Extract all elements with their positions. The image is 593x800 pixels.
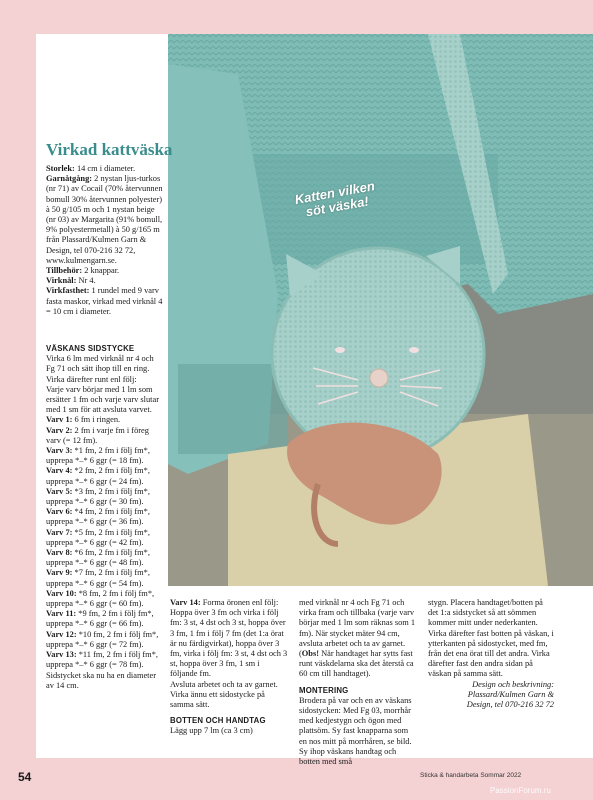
size-text: 14 cm i diameter. (74, 164, 136, 173)
round-label: Varv 12: (46, 629, 77, 639)
round-text: *6 fm, 2 fm i följ fm*, upprepa *–* 6 ggr (= 48 fm). (46, 548, 150, 568)
assembly-paragraph-continued: stygn. Placera handtaget/botten på det 1:a sidstycket så att sömmen kommer mitt under nederkanten. Virka därefter fast botten på väskan, i ytterkanten på sidostycket, med fm, från det ena örat till det andra. Virka därefter fast den andra sidan på väskan på samma sätt. (428, 598, 554, 679)
round-instruction (46, 548, 164, 568)
assembly-paragraph: Brodera på var och en av väskans sidostycken: Med Fg 03, morrhår med kedjestygn och ögon med plattsöm. Sy fast knapparna som en nos mitt på morrhåren, se bild. Sy ihop väskans handtag och botten med små (299, 695, 412, 767)
materials-yarn (46, 174, 164, 266)
yarn-text: 2 nystan ljus-turkos (nr 71) av Cocail (70% återvunnen bomull 30% återvunnen polyester) à 50 g/105 m och 1 nystan beige (nr 03) av Margarita (91% bomull, 9% polyestermetall) à 50 g/165 m från Plassard/Kulmen Garn & Design, tel 070-216 32 72, www.kulmengarn.se. (46, 174, 163, 265)
notions-label: Tillbehör: (46, 266, 83, 276)
notions-text: 2 knappar. (82, 266, 120, 276)
photo-illustration (168, 34, 593, 586)
section-paragraph-continued: med virknål nr 4 och Fg 71 och virka fram och tillbaka (varje varv börjar med 1 lm som räknas som 1 fm). När stycket mäter 94 cm, avsluta arbetet och ta av garnet. (Obs! När handtaget har sytts fast runt väskdelarna ska det återstå ca 60 cm till handtaget). (299, 598, 416, 679)
round-text: *4 fm, 2 fm i följ fm*, upprepa *–* 6 ggr (= 36 fm). (46, 507, 150, 527)
instructions-column-1 (46, 344, 164, 691)
materials-block (46, 164, 164, 317)
round-instruction (46, 426, 164, 446)
section-paragraph: Virka 6 lm med virknål nr 4 och Fg 71 och sätt ihop till en ring. Virka därefter runt enl följ: (46, 354, 154, 384)
round-label: Varv 13: (46, 650, 77, 660)
credit-line: Plassard/Kulmen Garn & (467, 689, 554, 699)
section-heading-bottom: BOTTEN OCH HANDTAG (170, 716, 266, 726)
instructions-column-4 (428, 598, 554, 710)
round-label: Varv 7: (46, 527, 73, 537)
round-text: *2 fm, 2 fm i följ fm*, upprepa *–* 6 ggr (= 24 fm). (46, 466, 150, 486)
round-instruction (46, 589, 164, 609)
size-label: Storlek: (46, 164, 75, 173)
instructions-column-3 (299, 598, 417, 767)
round-text: *7 fm, 2 fm i följ fm*, upprepa *–* 6 ggr (= 54 fm). (46, 568, 150, 588)
materials-size (46, 164, 164, 174)
round-14 (170, 598, 288, 680)
round-text: 2 fm i varje fm i föreg varv (= 12 fm). (46, 425, 149, 445)
credit-line: Design, tel 070-216 32 72 (466, 700, 554, 710)
round-label: Varv 6: (46, 507, 73, 517)
hook-label: Virknål: (46, 276, 77, 286)
gauge-text: 1 rundel med 9 varv fasta maskor, virkad med virknål 4 = 10 cm i diameter. (46, 286, 163, 316)
round-label: Varv 5: (46, 486, 73, 496)
round-label: Varv 10: (46, 588, 77, 598)
round-instruction (46, 487, 164, 507)
obs-label: Obs! (301, 649, 320, 659)
round-label: Varv 9: (46, 568, 73, 578)
obs-text: När handtaget har sytts fast runt väskdelarna ska det återstå ca 60 cm till handtaget). (299, 649, 414, 679)
round-instruction (46, 609, 164, 629)
materials-hook (46, 276, 164, 286)
product-photo (168, 34, 593, 586)
round-text: *1 fm, 2 fm i följ fm*, upprepa *–* 6 ggr (= 18 fm). (46, 446, 150, 466)
round-instruction (46, 446, 164, 466)
yarn-label: Garnåtgång: (46, 174, 93, 184)
section-heading-assembly: MONTERING (299, 685, 349, 695)
round-text: *11 fm, 2 fm i följ fm*, upprepa *–* 6 ggr (= 78 fm). (46, 650, 158, 670)
round-instruction (46, 568, 164, 588)
round-text: *3 fm, 2 fm i följ fm*, upprepa *–* 6 ggr (= 30 fm). (46, 486, 150, 507)
round-label: Varv 3: (46, 446, 73, 456)
round-label: Varv 11: (46, 609, 77, 619)
hook-text: Nr 4. (76, 276, 96, 286)
round-text: *8 fm, 2 fm i följ fm*, upprepa *–* 6 ggr (= 60 fm). (46, 588, 155, 609)
round-text: *5 fm, 2 fm i följ fm*, upprepa *–* 6 ggr (= 42 fm). (46, 527, 150, 547)
round-instruction (46, 507, 164, 527)
section-paragraph: Avsluta arbetet och ta av garnet. Virka ännu ett sidostycke på samma sätt. (170, 679, 278, 710)
instructions-column-2 (170, 598, 288, 737)
section-paragraph: Varje varv börjar med 1 lm som ersätter 1 fm och varje varv slutar med 1 sm för att avsluta varvet. (46, 384, 160, 415)
section-paragraph-start: Lägg upp 7 lm (ca 3 cm) (170, 726, 253, 736)
section-paragraph: Sidstycket ska nu ha en diameter av 14 cm. (46, 670, 157, 690)
round-label: Varv 8: (46, 548, 73, 558)
round-instruction (46, 466, 164, 486)
round-text: *9 fm, 2 fm i följ fm*, upprepa *–* 6 ggr (= 66 fm). (46, 609, 154, 629)
design-credit (428, 680, 554, 711)
article-title: Virkad kattväska (46, 140, 173, 159)
credit-line: Design och beskrivning: (472, 679, 554, 689)
materials-gauge (46, 286, 164, 317)
round-text: 6 fm i ringen. (72, 415, 121, 425)
round-instruction (46, 630, 164, 650)
round-label: Varv 1: (46, 415, 73, 425)
photo-callout: Katten vilken söt väska! (293, 178, 376, 220)
round-instruction (46, 650, 164, 670)
round-label: Varv 4: (46, 466, 73, 476)
page-number: 54 (18, 770, 32, 784)
round-label: Varv 2: (46, 425, 73, 435)
round-text: Forma öronen enl följ: Hoppa över 3 fm och virka i följ fm: 3 st, 4 dst och 3 st, hoppa över 3 fm, 1 fm i följ 7 fm (det 1:a örat är nu färdigvirkat), hoppa över 3 fm, virka i följ fm: 3 st, 4 dst och 3 st, hoppa över 3 fm, 1 sm i följande fm. (170, 598, 288, 679)
round-instruction (46, 528, 164, 548)
materials-notions (46, 266, 164, 276)
gauge-label: Virkfasthet: (46, 286, 90, 296)
watermark-text: PassionForum.ru (490, 786, 551, 795)
round-instruction (46, 415, 164, 425)
round-text: *10 fm, 2 fm i följ fm*, upprepa *–* 6 ggr (= 72 fm). (46, 629, 159, 649)
rounds-list (46, 415, 164, 670)
magazine-footer: Sticka & handarbeta Sommar 2022 (420, 772, 522, 779)
section-heading-side: VÄSKANS SIDSTYCKE (46, 344, 135, 353)
round-label: Varv 14: (170, 598, 201, 607)
